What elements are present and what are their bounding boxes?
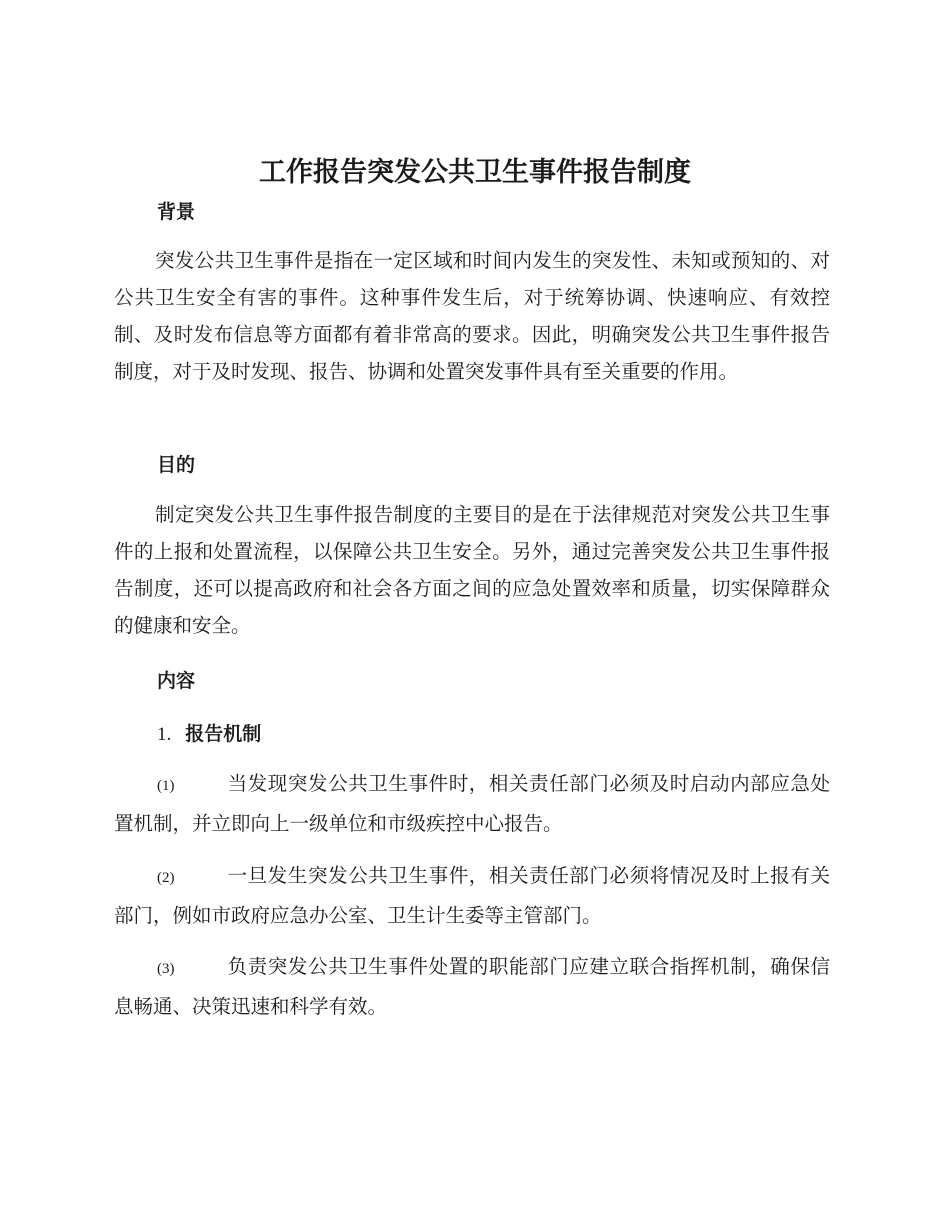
section-heading-purpose: 目的 [157,454,196,476]
list-item-number: (2) [157,870,175,886]
list-item-text: 一旦发生突发公共卫生事件，相关责任部门必须将情况及时上报有关部门，例如市政府应急办公室、卫生计生委等主管部门。 [114,864,830,927]
list-item [114,857,830,934]
subsection-heading [157,719,261,746]
subsection-number: 1. [157,724,172,745]
document-title: 工作报告突发公共卫生事件报告制度 [259,157,691,188]
list-item-number: (3) [157,961,175,977]
list-item-number: (1) [157,778,175,794]
list-item-text: 当发现突发公共卫生事件时，相关责任部门必须及时启动内部应急处置机制，并立即向上一级单位和市级疾控中心报告。 [114,772,830,835]
subsection-title: 报告机制 [185,723,262,745]
section-heading-background: 背景 [157,201,196,223]
list-item [114,948,830,1025]
paragraph-purpose: 制定突发公共卫生事件报告制度的主要目的是在于法律规范对突发公共卫生事件的上报和处置流程，以保障公共卫生安全。另外，通过完善突发公共卫生事件报告制度，还可以提高政府和社会各方面之间的应急处置效率和质量，切实保障群众的健康和安全。 [114,503,830,637]
paragraph-background: 突发公共卫生事件是指在一定区域和时间内发生的突发性、未知或预知的、对公共卫生安全有害的事件。这种事件发生后，对于统筹协调、快速响应、有效控制、及时发布信息等方面都有着非常高的要求。因此，明确突发公共卫生事件报告制度，对于及时发现、报告、协调和处置突发事件具有至关重要的作用。 [114,249,830,383]
list-item-text: 负责突发公共卫生事件处置的职能部门应建立联合指挥机制，确保信息畅通、决策迅速和科学有效。 [114,955,830,1018]
list-item [114,765,830,842]
section-heading-content: 内容 [157,670,196,692]
